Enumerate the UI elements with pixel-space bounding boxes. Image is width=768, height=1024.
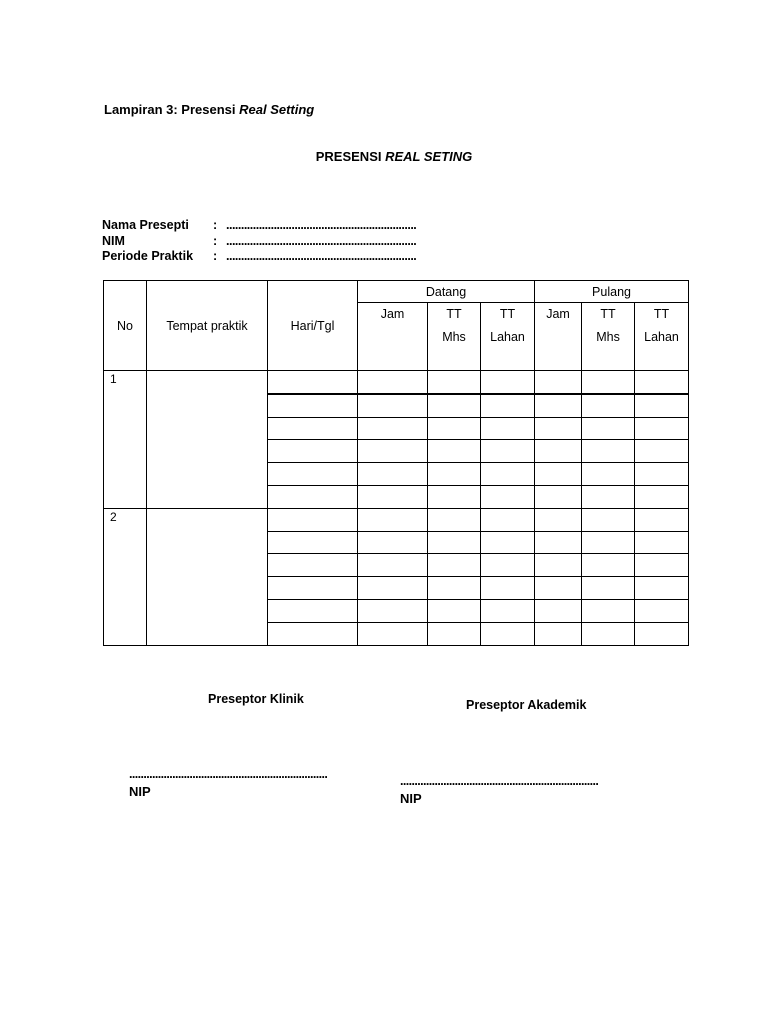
- tempat-praktik-cell: [147, 371, 268, 509]
- title-italic: REAL SETING: [385, 149, 473, 164]
- datang-tt-lahan-cell: [481, 554, 535, 577]
- field-label-nama: Nama Presepti: [102, 218, 189, 232]
- datang-jam-cell: [358, 440, 428, 463]
- table-row: [104, 508, 689, 531]
- header-datang-tt-mhs: [428, 303, 481, 371]
- datang-tt-lahan-cell: [481, 531, 535, 554]
- pulang-lahan-label: Lahan: [644, 330, 679, 344]
- hari-tgl-cell: [268, 371, 358, 394]
- pulang-jam-cell: [535, 394, 582, 417]
- header-pulang-jam: [535, 303, 582, 371]
- datang-jam-cell: [358, 463, 428, 486]
- pulang-tt-lahan-cell: [635, 531, 689, 554]
- pulang-jam-cell: [535, 622, 582, 645]
- field-dots-nama: ................................................................: [226, 218, 417, 232]
- header-pulang-tt-mhs: [582, 303, 635, 371]
- datang-tt-lahan-cell: [481, 599, 535, 622]
- pulang-tt-lahan-cell: [635, 440, 689, 463]
- hari-tgl-cell: [268, 577, 358, 600]
- datang-tt-lahan-cell: [481, 371, 535, 394]
- datang-jam-cell: [358, 622, 428, 645]
- lampiran-heading: [104, 102, 314, 117]
- pulang-jam-cell: [535, 371, 582, 394]
- pulang-tt-lahan-cell: [635, 577, 689, 600]
- header-datang-tt-lahan: [481, 303, 535, 371]
- table-row: [104, 371, 689, 394]
- datang-tt-lahan-cell: [481, 417, 535, 440]
- datang-tt-mhs-cell: [428, 417, 481, 440]
- datang-jam-cell: [358, 599, 428, 622]
- datang-tt-mhs-cell: [428, 485, 481, 508]
- pulang-jam-cell: [535, 463, 582, 486]
- datang-tt-mhs-cell: [428, 371, 481, 394]
- pulang-jam-cell: [535, 577, 582, 600]
- klinik-signature-line: .....................................................................: [129, 767, 328, 781]
- entry-number: 1: [104, 371, 147, 509]
- field-dots-nim: ................................................................: [226, 234, 417, 248]
- pulang-tt-mhs-cell: [582, 622, 635, 645]
- lampiran-italic: Real Setting: [239, 102, 315, 117]
- attendance-body: [104, 371, 689, 646]
- datang-tt-label: TT: [446, 307, 462, 321]
- pulang-jam-cell: [535, 417, 582, 440]
- header-datang: Datang: [358, 281, 535, 303]
- datang-tt-lahan-cell: [481, 394, 535, 417]
- field-colon-nama: :: [213, 218, 218, 232]
- header-no: No: [104, 281, 147, 371]
- datang-tt2-label: TT: [499, 307, 516, 321]
- pulang-tt-mhs-cell: [582, 599, 635, 622]
- pulang-tt-lahan-cell: [635, 622, 689, 645]
- document-title: [0, 149, 768, 164]
- datang-tt-lahan-cell: [481, 463, 535, 486]
- header-tempat-praktik: Tempat praktik: [147, 281, 268, 371]
- datang-jam-cell: [358, 394, 428, 417]
- datang-jam-cell: [358, 554, 428, 577]
- datang-jam-cell: [358, 531, 428, 554]
- pulang-tt-label: TT: [600, 307, 616, 321]
- pulang-jam-label: Jam: [546, 307, 570, 321]
- pulang-tt-mhs-cell: [582, 417, 635, 440]
- datang-jam-cell: [358, 485, 428, 508]
- datang-tt-mhs-cell: [428, 394, 481, 417]
- hari-tgl-cell: [268, 440, 358, 463]
- akademik-signature-line: .....................................................................: [400, 774, 599, 788]
- datang-tt-lahan-cell: [481, 577, 535, 600]
- pulang-tt-mhs-cell: [582, 463, 635, 486]
- pulang-tt-lahan-cell: [635, 508, 689, 531]
- datang-tt-mhs-cell: [428, 531, 481, 554]
- akademik-nip: NIP: [400, 791, 422, 806]
- datang-tt-mhs-cell: [428, 554, 481, 577]
- tempat-praktik-cell: [147, 508, 268, 645]
- pulang-tt-mhs-cell: [582, 394, 635, 417]
- pulang-jam-cell: [535, 554, 582, 577]
- datang-tt-mhs-cell: [428, 508, 481, 531]
- pulang-tt-lahan-cell: [635, 463, 689, 486]
- datang-tt-mhs-cell: [428, 463, 481, 486]
- hari-tgl-cell: [268, 531, 358, 554]
- pulang-tt-lahan-cell: [635, 394, 689, 417]
- field-dots-periode: ................................................................: [226, 249, 417, 263]
- pulang-tt-lahan-cell: [635, 417, 689, 440]
- pulang-tt-lahan-cell: [635, 485, 689, 508]
- preseptor-klinik-title: Preseptor Klinik: [208, 692, 304, 706]
- datang-jam-cell: [358, 371, 428, 394]
- datang-tt-mhs-cell: [428, 599, 481, 622]
- pulang-tt-mhs-cell: [582, 531, 635, 554]
- datang-tt-mhs-cell: [428, 440, 481, 463]
- pulang-tt-mhs-cell: [582, 485, 635, 508]
- datang-jam-cell: [358, 417, 428, 440]
- field-label-nim: NIM: [102, 234, 125, 248]
- field-colon-periode: :: [213, 249, 218, 263]
- header-pulang-tt-lahan: [635, 303, 689, 371]
- hari-tgl-cell: [268, 463, 358, 486]
- entry-number: 2: [104, 508, 147, 645]
- pulang-tt-mhs-cell: [582, 577, 635, 600]
- pulang-tt-lahan-cell: [635, 371, 689, 394]
- hari-tgl-cell: [268, 394, 358, 417]
- pulang-tt-mhs-cell: [582, 440, 635, 463]
- header-datang-jam: [358, 303, 428, 371]
- hari-tgl-cell: [268, 417, 358, 440]
- preseptor-akademik-title: Preseptor Akademik: [466, 698, 587, 712]
- datang-tt-mhs-cell: [428, 577, 481, 600]
- attendance-table: [103, 280, 689, 646]
- klinik-nip: NIP: [129, 784, 151, 799]
- title-prefix: PRESENSI: [315, 149, 386, 164]
- pulang-tt-mhs-cell: [582, 508, 635, 531]
- pulang-tt-lahan-cell: [635, 599, 689, 622]
- datang-tt-lahan-cell: [481, 485, 535, 508]
- field-label-periode: Periode Praktik: [102, 249, 194, 263]
- hari-tgl-cell: [268, 508, 358, 531]
- pulang-tt2-label: TT: [653, 307, 670, 321]
- datang-jam-cell: [358, 508, 428, 531]
- datang-tt-lahan-cell: [481, 622, 535, 645]
- datang-mhs-label: Mhs: [442, 330, 466, 344]
- pulang-jam-cell: [535, 508, 582, 531]
- pulang-mhs-label: Mhs: [596, 330, 620, 344]
- pulang-tt-mhs-cell: [582, 371, 635, 394]
- header-hari-tgl: Hari/Tgl: [268, 281, 358, 371]
- hari-tgl-cell: [268, 622, 358, 645]
- hari-tgl-cell: [268, 554, 358, 577]
- field-colon-nim: :: [213, 234, 218, 248]
- datang-jam-label: Jam: [380, 307, 405, 321]
- pulang-jam-cell: [535, 599, 582, 622]
- pulang-jam-cell: [535, 440, 582, 463]
- pulang-jam-cell: [535, 531, 582, 554]
- hari-tgl-cell: [268, 485, 358, 508]
- datang-tt-lahan-cell: [481, 440, 535, 463]
- pulang-jam-cell: [535, 485, 582, 508]
- datang-tt-mhs-cell: [428, 622, 481, 645]
- pulang-tt-mhs-cell: [582, 554, 635, 577]
- lampiran-prefix: Lampiran 3: Presensi: [104, 102, 240, 117]
- datang-jam-cell: [358, 577, 428, 600]
- pulang-tt-lahan-cell: [635, 554, 689, 577]
- hari-tgl-cell: [268, 599, 358, 622]
- datang-tt-lahan-cell: [481, 508, 535, 531]
- datang-lahan-label: Lahan: [490, 330, 525, 344]
- header-pulang: Pulang: [535, 281, 689, 303]
